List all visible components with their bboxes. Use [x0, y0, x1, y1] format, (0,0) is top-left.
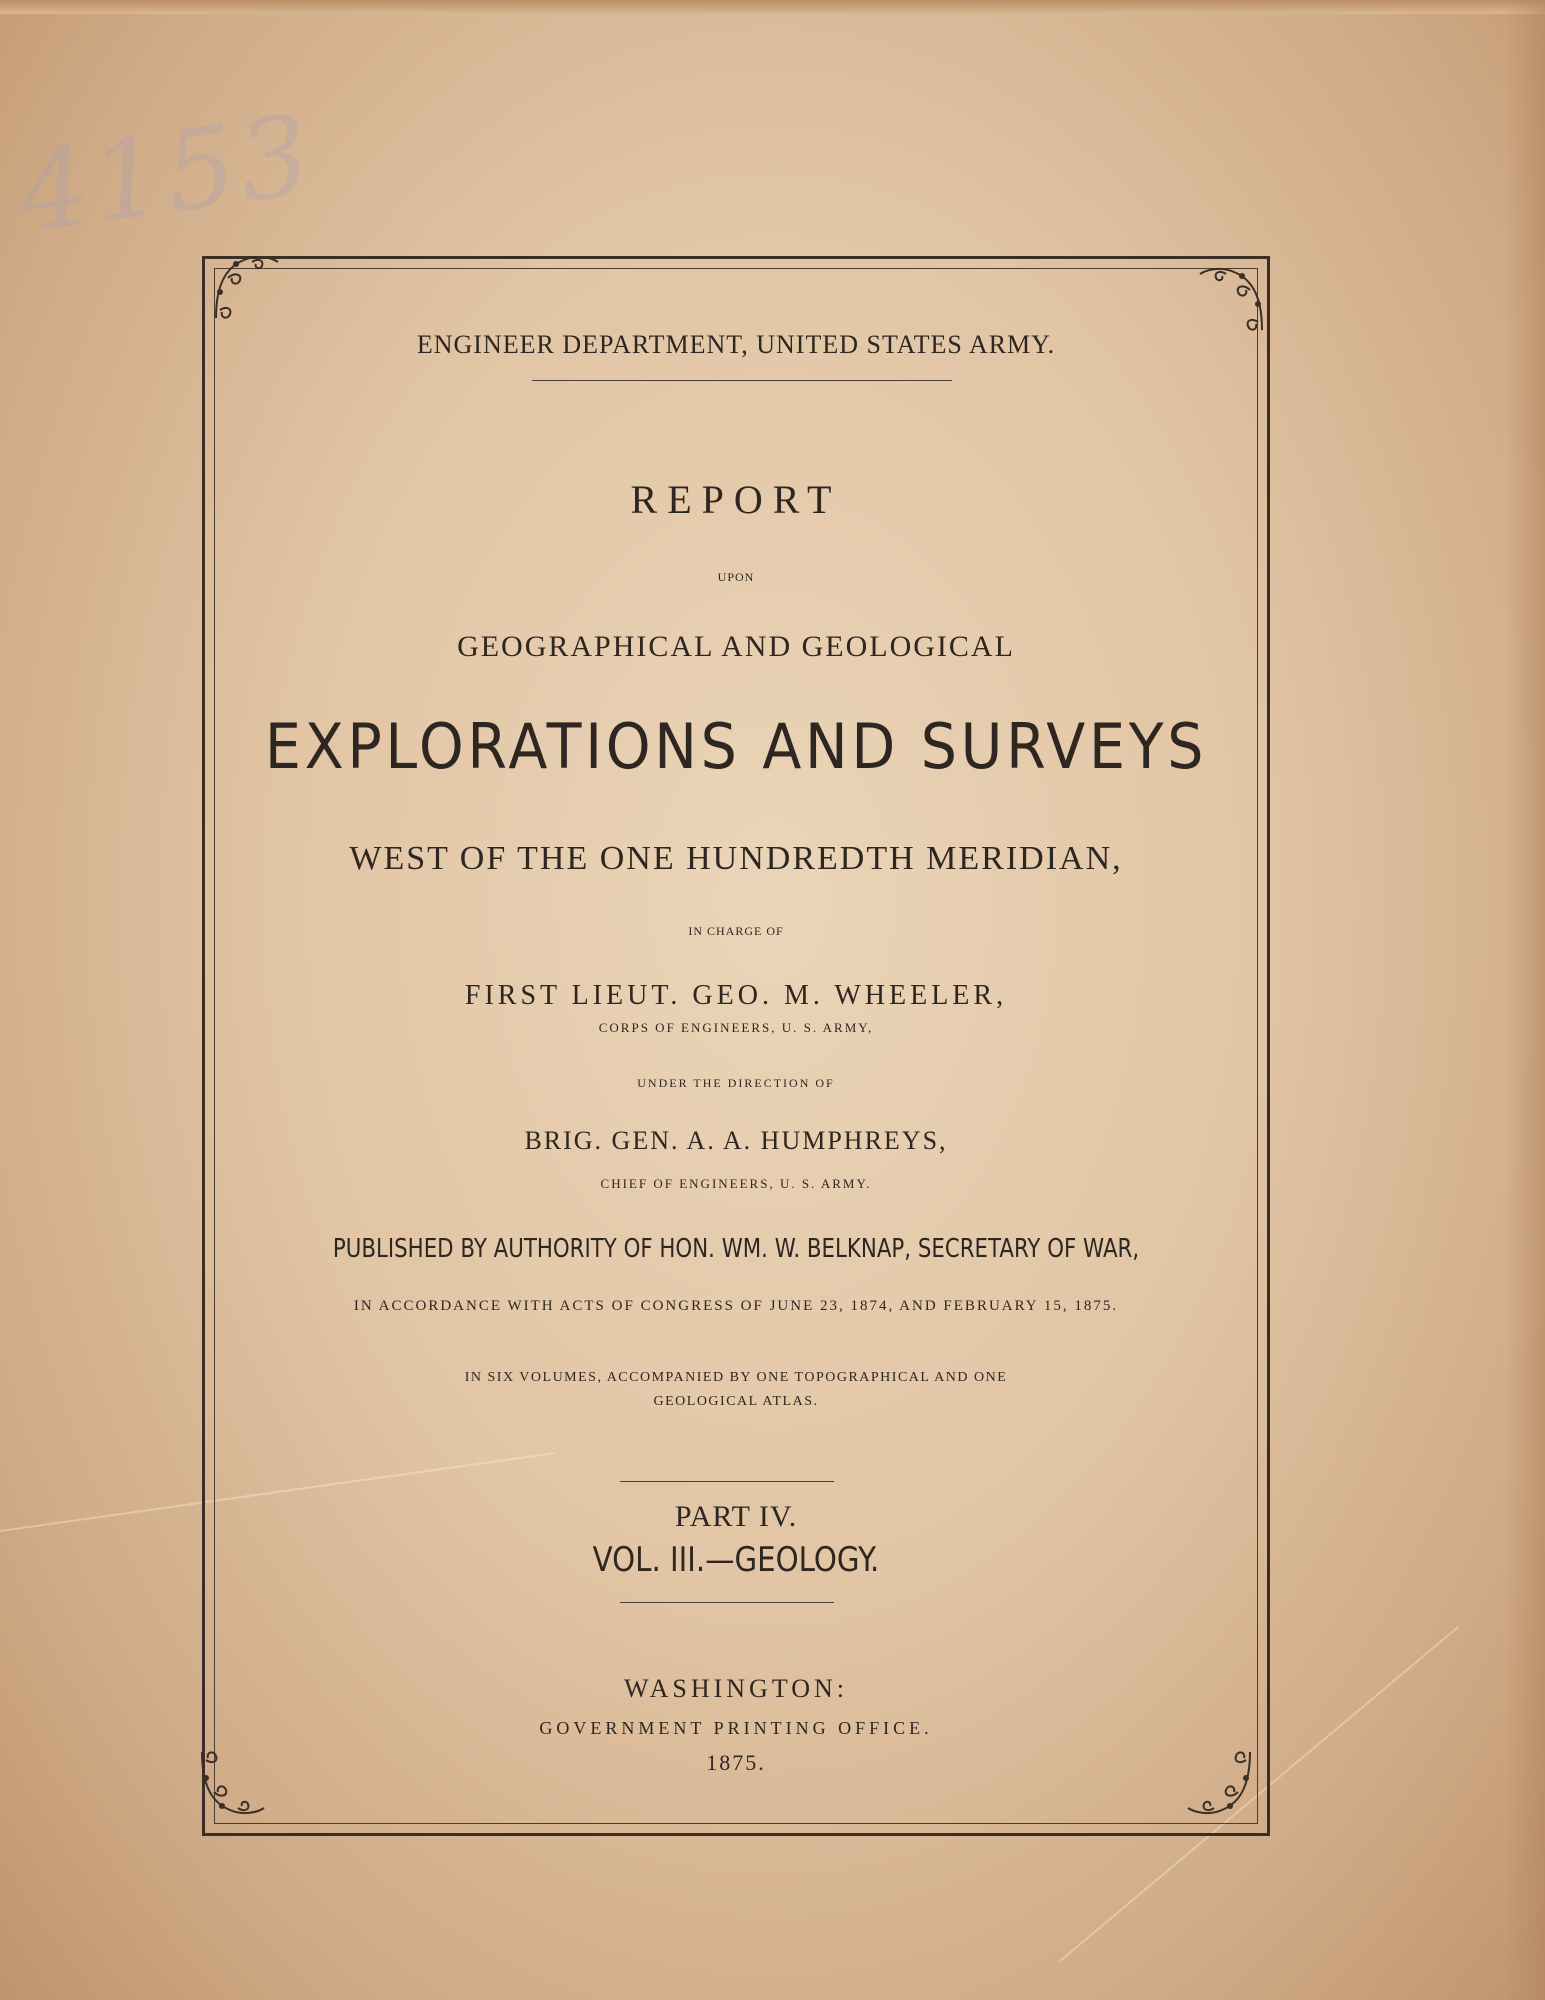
volume-label: VOL. III.—GEOLOGY.: [592, 1540, 880, 1580]
part-label: PART IV.: [674, 1500, 798, 1533]
upon-label: UPON: [717, 570, 755, 584]
accordance-line: IN ACCORDANCE WITH ACTS OF CONGRESS OF JUNE 23, 1874, AND FEBRUARY 15, 1875.: [353, 1298, 1119, 1314]
published-by-line: PUBLISHED BY AUTHORITY OF HON. WM. W. BELKNAP, SECRETARY OF WAR,: [332, 1234, 1140, 1264]
imprint-year: 1875.: [706, 1750, 766, 1775]
in-charge-label: IN CHARGE OF: [688, 924, 784, 938]
divider-rule: [620, 1602, 834, 1603]
paper-top-edge: [0, 0, 1545, 14]
divider-rule: [532, 380, 952, 381]
department-heading: ENGINEER DEPARTMENT, UNITED STATES ARMY.: [416, 330, 1056, 359]
imprint-city: WASHINGTON:: [623, 1674, 849, 1703]
director-name: BRIG. GEN. A. A. HUMPHREYS,: [524, 1126, 948, 1155]
subject-line: GEOGRAPHICAL AND GEOLOGICAL: [457, 630, 1015, 663]
corner-ornament-icon: [206, 248, 286, 328]
volumes-line-2: GEOLOGICAL ATLAS.: [653, 1394, 819, 1409]
report-heading: REPORT: [630, 477, 842, 522]
director-title: CHIEF OF ENGINEERS, U. S. ARMY.: [600, 1176, 872, 1191]
officer-corps: CORPS OF ENGINEERS, U. S. ARMY,: [598, 1020, 874, 1035]
volumes-line-1: IN SIX VOLUMES, ACCOMPANIED BY ONE TOPOGRAPHICAL AND ONE: [464, 1370, 1008, 1385]
divider-rule: [620, 1481, 834, 1482]
main-title: EXPLORATIONS AND SURVEYS: [264, 710, 1208, 783]
region-line: WEST OF THE ONE HUNDREDTH MERIDIAN,: [349, 840, 1123, 877]
handwritten-margin-note: 4153: [10, 90, 322, 258]
imprint-printer: GOVERNMENT PRINTING OFFICE.: [539, 1718, 933, 1738]
under-direction-label: UNDER THE DIRECTION OF: [637, 1076, 835, 1090]
paper-right-edge: [1505, 0, 1545, 2000]
corner-ornament-icon: [1192, 260, 1272, 340]
officer-name: FIRST LIEUT. GEO. M. WHEELER,: [464, 980, 1008, 1011]
